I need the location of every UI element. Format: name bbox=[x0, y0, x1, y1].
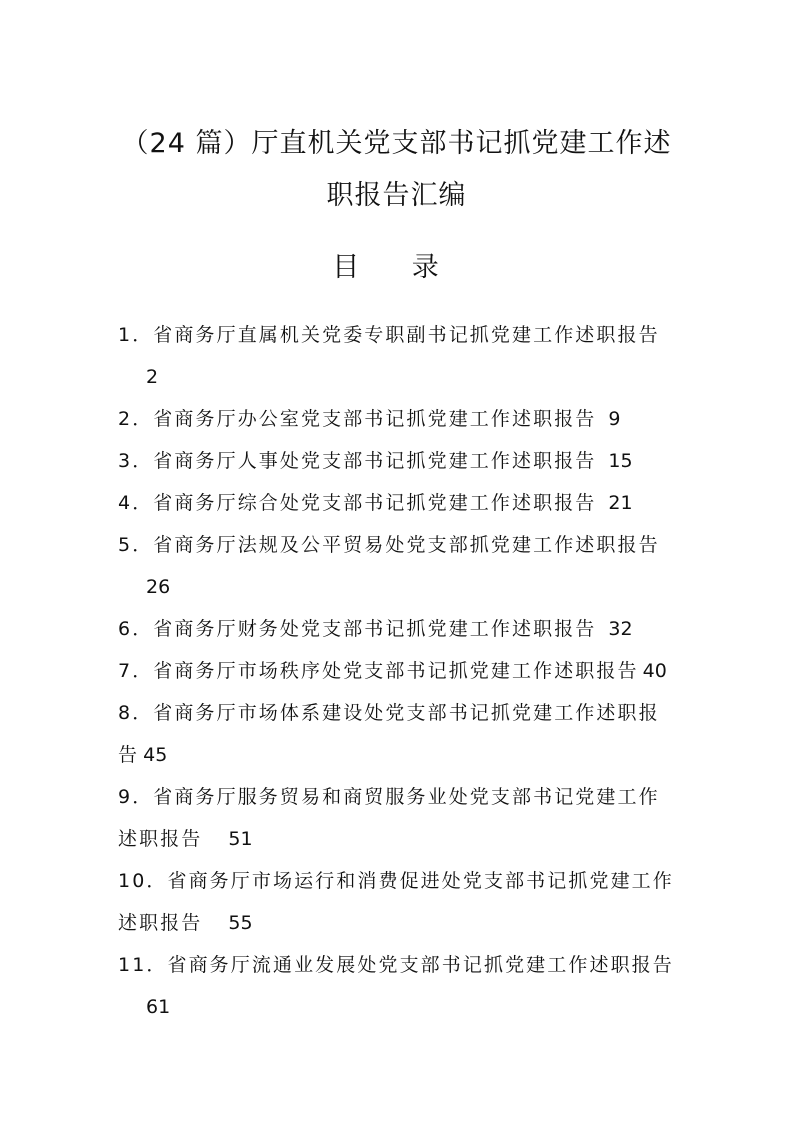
toc-entry-page: 55 bbox=[228, 912, 253, 934]
toc-entry-number: 6． bbox=[118, 618, 154, 640]
toc-entry-title: 省商务厅市场运行和消费促进处党支部书记抓党建工作 bbox=[167, 870, 674, 892]
toc-entry-title: 省商务厅法规及公平贸易处党支部抓党建工作述职报告 bbox=[153, 534, 660, 556]
toc-entry-number: 7． bbox=[118, 660, 154, 682]
toc-entry-page: 40 bbox=[642, 660, 667, 682]
toc-entry-number: 5． bbox=[118, 534, 154, 556]
toc-entry-number: 10． bbox=[118, 870, 168, 892]
toc-entry-page: 51 bbox=[228, 828, 253, 850]
toc-entry-number: 4． bbox=[118, 492, 154, 514]
toc-entry-6[interactable] bbox=[118, 608, 678, 650]
toc-entry-title: 省商务厅综合处党支部书记抓党建工作述职报告 bbox=[153, 492, 597, 514]
toc-entry-8[interactable] bbox=[118, 692, 678, 734]
toc-entry-5[interactable] bbox=[118, 524, 678, 566]
toc-entry-title: 省商务厅人事处党支部书记抓党建工作述职报告 bbox=[153, 450, 597, 472]
toc-entry-title: 省商务厅市场秩序处党支部书记抓党建工作述职报告 bbox=[153, 660, 639, 682]
toc-entry-number: 11． bbox=[118, 954, 168, 976]
toc-entry-10[interactable] bbox=[118, 860, 678, 902]
toc-entry-9[interactable] bbox=[118, 776, 678, 818]
toc-entry-number: 2． bbox=[118, 408, 154, 430]
toc-entry-1[interactable] bbox=[118, 314, 678, 356]
toc-entry-title: 省商务厅财务处党支部书记抓党建工作述职报告 bbox=[153, 618, 597, 640]
document-title-line-2: 职报告汇编 bbox=[326, 180, 467, 211]
toc-entry-11-page[interactable]: 61 bbox=[146, 996, 171, 1018]
toc-entry-title: 省商务厅办公室党支部书记抓党建工作述职报告 bbox=[153, 408, 597, 430]
toc-entry-10-continuation[interactable] bbox=[118, 902, 253, 944]
toc-entry-number: 3． bbox=[118, 450, 154, 472]
toc-entry-page: 21 bbox=[608, 492, 633, 514]
toc-entry-title-continued: 述职报告 bbox=[118, 912, 203, 934]
toc-entry-page: 32 bbox=[608, 618, 633, 640]
toc-entry-number: 9． bbox=[118, 786, 154, 808]
toc-entry-title: 省商务厅流通业发展处党支部书记抓党建工作述职报告 bbox=[167, 954, 674, 976]
toc-entry-page: 9 bbox=[608, 408, 621, 430]
toc-entry-7[interactable] bbox=[118, 650, 678, 692]
toc-heading: 目 录 bbox=[332, 252, 461, 283]
toc-entry-3[interactable] bbox=[118, 440, 678, 482]
toc-entry-5-page[interactable]: 26 bbox=[146, 576, 171, 598]
toc-entry-9-continuation[interactable] bbox=[118, 818, 253, 860]
toc-entry-1-page[interactable]: 2 bbox=[146, 366, 159, 388]
toc-entry-page: 15 bbox=[608, 450, 633, 472]
toc-entry-number: 8． bbox=[118, 702, 154, 724]
toc-entry-title: 省商务厅直属机关党委专职副书记抓党建工作述职报告 bbox=[153, 324, 660, 346]
toc-entry-page: 45 bbox=[143, 744, 168, 766]
toc-entry-number: 1． bbox=[118, 324, 154, 346]
document-title-line-1: （24 篇）厅直机关党支部书记抓党建工作述 bbox=[121, 128, 672, 159]
toc-entry-title: 省商务厅市场体系建设处党支部书记抓党建工作述职报 bbox=[153, 702, 660, 724]
toc-entry-8-continuation[interactable] bbox=[118, 734, 167, 776]
toc-entry-title-continued: 述职报告 bbox=[118, 828, 203, 850]
toc-entry-title: 省商务厅服务贸易和商贸服务业处党支部书记党建工作 bbox=[153, 786, 660, 808]
toc-entry-2[interactable] bbox=[118, 398, 678, 440]
toc-entry-4[interactable] bbox=[118, 482, 678, 524]
toc-entry-11[interactable] bbox=[118, 944, 678, 986]
toc-entry-title-continued: 告 bbox=[118, 744, 140, 766]
